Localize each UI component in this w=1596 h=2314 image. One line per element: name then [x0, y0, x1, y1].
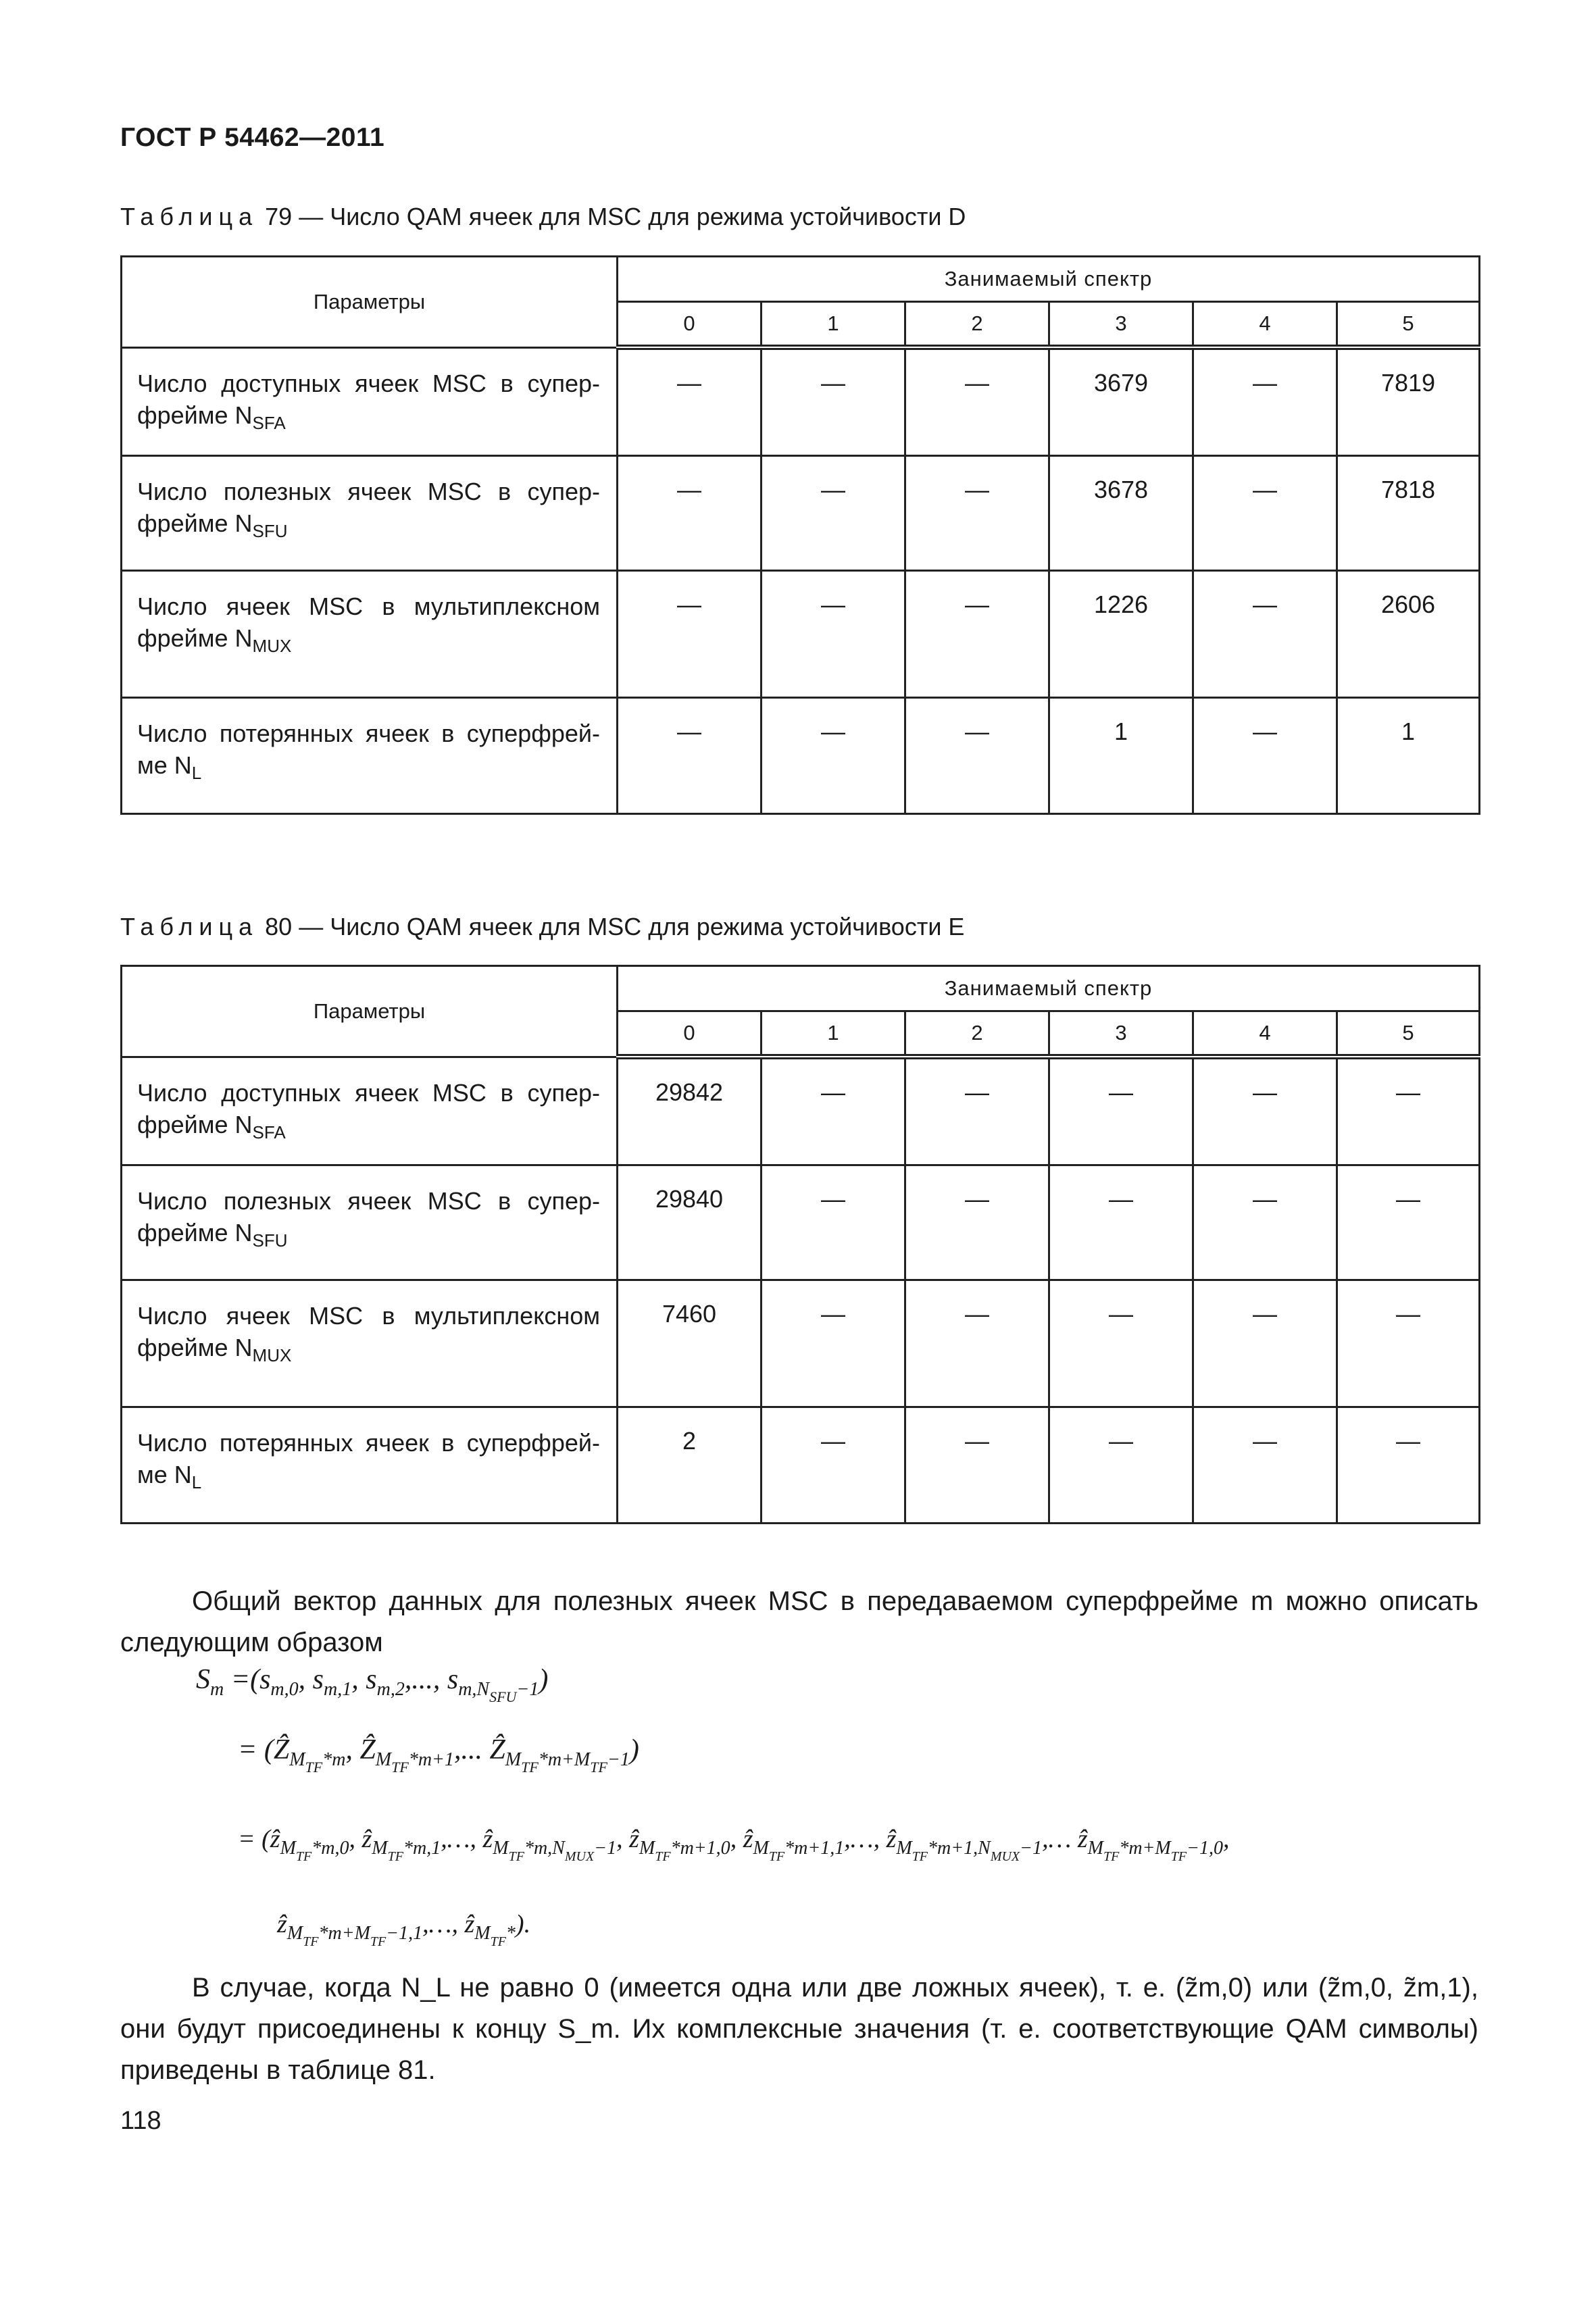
table-cell: — [762, 1280, 905, 1407]
row-label [122, 1407, 618, 1523]
table79-body [122, 347, 1480, 813]
row-label [122, 1165, 618, 1280]
table-cell: — [1049, 1165, 1193, 1280]
row-label-subscript: SFA [252, 1122, 286, 1142]
column-header: 1 [762, 1011, 905, 1057]
column-header: 3 [1049, 302, 1193, 348]
row-label-text: Число доступных ячеек MSC в супер-фрейме N [137, 369, 600, 429]
row-label [122, 570, 618, 697]
row-label [122, 1057, 618, 1165]
page-number: 118 [120, 2107, 161, 2135]
table-cell: — [1193, 697, 1337, 813]
table-row [122, 1280, 1480, 1407]
table-cell: 7818 [1337, 455, 1480, 570]
column-header: 5 [1337, 302, 1480, 348]
table80-body [122, 1057, 1480, 1523]
formula-line-2: = (Ẑ$_{M_{TF}*m}$, Ẑ$_{M_{TF}*m+1}$,... Ẑ$_{M_{TF}*m+M_{TF}-1}$) [238, 1734, 639, 1776]
table-cell: — [905, 1057, 1049, 1165]
paragraph-text: Общий вектор данных для полезных ячеек MSC в передаваемом суперфрейме m можно описать следующим образом [120, 1586, 1478, 1657]
table-cell: 2606 [1337, 570, 1480, 697]
table-cell: 29842 [618, 1057, 762, 1165]
table-cell: — [1337, 1165, 1480, 1280]
table-cell: 2 [618, 1407, 762, 1523]
table80-caption-text: 80 — Число QAM ячеек для MSC для режима устойчивости E [258, 913, 965, 940]
params-header: Параметры [122, 966, 618, 1057]
row-label-text: Число ячеек MSC в мультиплексном фрейме N [137, 592, 600, 652]
table-cell: — [762, 347, 905, 455]
table79-header-row [122, 257, 1480, 302]
table-cell: 3678 [1049, 455, 1193, 570]
table-cell: 7819 [1337, 347, 1480, 455]
row-label [122, 347, 618, 455]
table-cell: — [762, 455, 905, 570]
table80-caption [120, 913, 964, 941]
table-cell: — [1193, 1280, 1337, 1407]
table-cell: — [762, 1165, 905, 1280]
table-cell: 1226 [1049, 570, 1193, 697]
table80-header-row [122, 966, 1480, 1011]
table-cell: — [905, 455, 1049, 570]
table-cell: 3679 [1049, 347, 1193, 455]
table-cell: — [905, 1407, 1049, 1523]
table-cell: — [762, 697, 905, 813]
column-header: 4 [1193, 1011, 1337, 1057]
table-cell: — [618, 347, 762, 455]
table-cell: 1 [1337, 697, 1480, 813]
table-cell: — [905, 1280, 1049, 1407]
table-row [122, 1057, 1480, 1165]
formula-line-3: = (ẑ$_{M_{TF}*m,0}$, ẑ$_{M_{TF}*m,1}$,…, ẑ$_{M_{TF}*m,N_{MUX}-1}$, ẑ$_{M_{TF}*m+1,0}$, ẑ$_{M_{TF}*m+1,1}$,…, ẑ$_{M_{TF}*m+1,N_{MUX}-1}$,… ẑ$_{M_{TF}*m+M_{TF}-1,0}$, [238, 1825, 1230, 1864]
table-cell: — [1337, 1407, 1480, 1523]
table-cell: — [1193, 347, 1337, 455]
table-row [122, 347, 1480, 455]
table-cell: — [762, 1057, 905, 1165]
table-cell: — [1193, 455, 1337, 570]
table-cell: — [1049, 1407, 1193, 1523]
table-cell: — [1049, 1057, 1193, 1165]
table-80 [120, 965, 1480, 1524]
row-label [122, 1280, 618, 1407]
table-cell: — [905, 570, 1049, 697]
column-header: 2 [905, 1011, 1049, 1057]
paragraph-false-cells [120, 1967, 1478, 2091]
table-cell: — [1193, 1407, 1337, 1523]
table-cell: — [1193, 570, 1337, 697]
column-header: 1 [762, 302, 905, 348]
column-header: 2 [905, 302, 1049, 348]
table-cell: — [618, 570, 762, 697]
params-header: Параметры [122, 257, 618, 348]
table79-caption-text: 79 — Число QAM ячеек для MSC для режима устойчивости D [258, 203, 966, 230]
table79-caption [120, 203, 966, 231]
table-cell: — [1193, 1057, 1337, 1165]
spectrum-header: Занимаемый спектр [618, 966, 1480, 1011]
table-cell: — [618, 697, 762, 813]
column-header: 4 [1193, 302, 1337, 348]
table-cell: — [1337, 1057, 1480, 1165]
column-header: 0 [618, 1011, 762, 1057]
table-cell: 1 [1049, 697, 1193, 813]
row-label-subscript: MUX [252, 635, 292, 656]
formula-line-4: ẑ$_{M_{TF}*m+M_{TF}-1,1}$,…, ẑ$_{M_{TF}*}$). [277, 1910, 531, 1949]
row-label [122, 697, 618, 813]
table-cell: 29840 [618, 1165, 762, 1280]
column-header: 5 [1337, 1011, 1480, 1057]
row-label-subscript: SFU [252, 1230, 288, 1251]
table-cell: 7460 [618, 1280, 762, 1407]
table-cell: — [1337, 1280, 1480, 1407]
row-label-text: Число потерянных ячеек в суперфрей-ме N [137, 719, 600, 779]
row-label-subscript: SFA [252, 412, 286, 433]
document-header: ГОСТ Р 54462—2011 [120, 123, 385, 152]
table-cell: — [905, 697, 1049, 813]
paragraph-data-vector [120, 1581, 1478, 1663]
table-cell: — [762, 1407, 905, 1523]
spectrum-header: Занимаемый спектр [618, 257, 1480, 302]
column-header: 3 [1049, 1011, 1193, 1057]
row-label-text: Число полезных ячеек MSC в супер-фрейме N [137, 1186, 600, 1247]
table-cell: — [905, 1165, 1049, 1280]
row-label [122, 455, 618, 570]
paragraph-text: В случае, когда N_L не равно 0 (имеется одна или две ложных ячеек), т. е. (z̃m,0) или (z̃m,0, z̃m,1), они будут присоединены к концу S_m. Их комплексные значения (т. е. соответствующие QAM символы) приведены в таблице 81. [120, 1973, 1478, 2085]
row-label-subscript: SFU [252, 520, 288, 541]
table-cell: — [1193, 1165, 1337, 1280]
row-label-text: Число потерянных ячеек в суперфрей-ме N [137, 1428, 600, 1488]
table-cell: — [905, 347, 1049, 455]
table-row [122, 570, 1480, 697]
table-row [122, 697, 1480, 813]
row-label-text: Число полезных ячеек MSC в супер-фрейме N [137, 477, 600, 537]
table-row [122, 1165, 1480, 1280]
column-header: 0 [618, 302, 762, 348]
formula-line-1: $S_m =(s_{m,0}$, $s_{m,1}$, $s_{m,2}$,..., $s_{m,N_{SFU}-1}$) [196, 1664, 549, 1705]
table-row [122, 1407, 1480, 1523]
row-label-text: Число ячеек MSC в мультиплексном фрейме N [137, 1301, 600, 1361]
table-row [122, 455, 1480, 570]
table-79 [120, 255, 1480, 815]
table80-caption-word: Таблица [120, 913, 259, 940]
table-cell: — [762, 570, 905, 697]
row-label-text: Число доступных ячеек MSC в супер-фрейме N [137, 1078, 600, 1138]
table-cell: — [618, 455, 762, 570]
row-label-subscript: MUX [252, 1344, 292, 1365]
row-label-subscript: L [191, 1472, 202, 1492]
row-label-subscript: L [191, 762, 202, 783]
table79-caption-word: Таблица [120, 203, 259, 230]
table-cell: — [1049, 1280, 1193, 1407]
